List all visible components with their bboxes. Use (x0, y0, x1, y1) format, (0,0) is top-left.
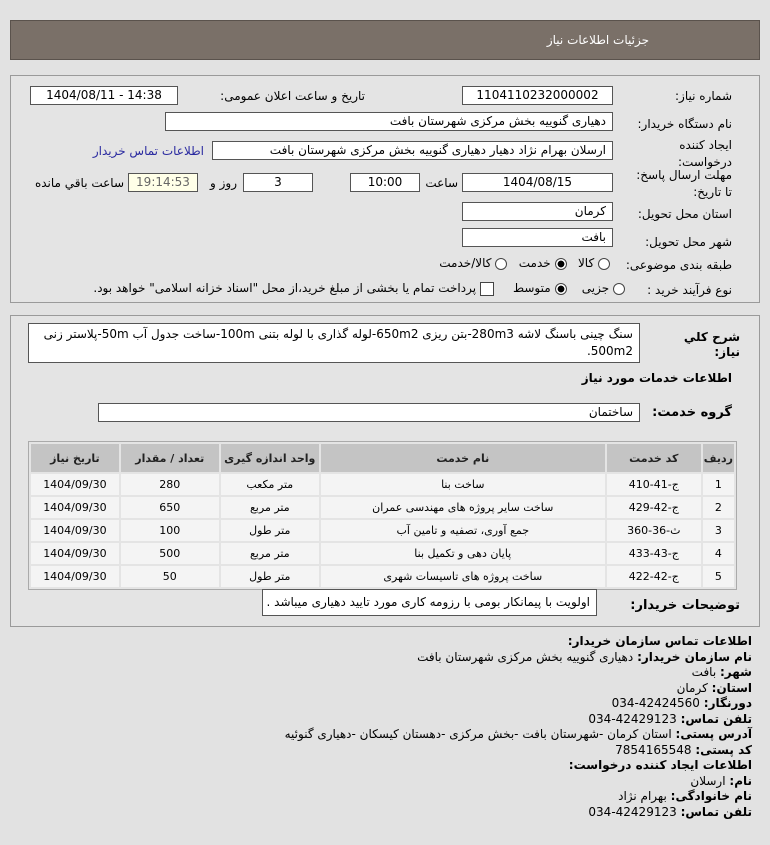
unit-cell: متر طول (221, 566, 319, 587)
category-options (439, 256, 610, 270)
buyer-notes-label: توضیحات خریدار: (630, 598, 740, 613)
process-options (93, 281, 625, 296)
category-radio-both[interactable] (495, 258, 507, 270)
fax: 42424560-034 (611, 696, 700, 710)
row-number-cell: 2 (703, 497, 734, 518)
creator-phone: 42429123-034 (588, 804, 677, 819)
last-name-label: نام خانوادگی: (670, 789, 752, 803)
quantity-cell: 280 (121, 474, 219, 495)
table-row (31, 520, 734, 541)
quantity-cell: 50 (121, 566, 219, 587)
unit-cell: متر طول (221, 520, 319, 541)
fax-label: دورنگار: (703, 696, 752, 710)
summary-field[interactable]: سنگ چینی باسنگ لاشه 280m3-بتن ریزی 650m2-لوله گذاری با لوله بتنی 100m-ساخت جدول آب 50m-پلاستر زنی 500m2. (28, 323, 640, 363)
payment-checkbox[interactable] (480, 282, 494, 296)
quantity-cell: 500 (121, 543, 219, 564)
city-field[interactable]: بافت (462, 228, 613, 247)
first-name: ارسلان (690, 773, 726, 788)
need-number-label: شماره نیاز: (675, 89, 732, 103)
need-date-cell: 1404/09/30 (31, 520, 119, 541)
remaining-time-field: 19:14:53 (128, 173, 198, 192)
service-group-field[interactable]: ساختمان (98, 403, 640, 422)
category-radio-goods[interactable] (598, 258, 610, 270)
category-radio-service[interactable] (555, 258, 567, 270)
need-date-cell: 1404/09/30 (31, 543, 119, 564)
row-number-cell: 1 (703, 474, 734, 495)
province: کرمان (676, 680, 708, 695)
deadline-time-field[interactable]: 10:00 (350, 173, 420, 192)
row-number-cell: 3 (703, 520, 734, 541)
service-code-cell: ج-42-429 (607, 497, 701, 518)
first-name-label: نام: (729, 773, 752, 788)
summary-label: شرح کلي نياز: (683, 330, 740, 359)
service-name-cell: ساخت پروژه های تاسیسات شهری (321, 566, 605, 587)
buyer-notes-field: اولویت با پیمانکار بومی با رزومه کاری مورد تایید دهیاری میباشد . (262, 589, 597, 616)
service-name-cell: پایان دهی و تکمیل بنا (321, 543, 605, 564)
page-title: جزئیات اطلاعات نیاز (546, 33, 649, 47)
process-label: نوع فرآیند خرید : (647, 283, 732, 297)
col-header-code: کد خدمت (607, 444, 701, 472)
category-option-goods: کالا (577, 256, 595, 270)
org-name: دهیاری گنوییه بخش مرکزی شهرستان بافت (417, 649, 634, 664)
row-number-cell: 4 (703, 543, 734, 564)
table-row (31, 566, 734, 587)
phone: 42429123-034 (588, 711, 677, 726)
col-header-unit: واحد اندازه گیری (221, 444, 319, 472)
deadline-label: مهلت ارسال پاسخ: (636, 168, 732, 182)
postal-label: کد پستی: (695, 742, 752, 757)
buyer-field[interactable]: دهیاری گنوییه بخش مرکزی شهرستان بافت (165, 112, 613, 131)
buyer-label: نام دستگاه خریدار: (637, 117, 732, 131)
unit-cell: متر مربع (221, 497, 319, 518)
remaining-label: ساعت باقي مانده (34, 176, 124, 190)
province-label: استان: (711, 680, 752, 695)
col-header-qty: تعداد / مقدار (121, 444, 219, 472)
row-number-cell: 5 (703, 566, 734, 587)
need-date-cell: 1404/09/30 (31, 474, 119, 495)
address-label: آدرس پستی: (675, 727, 752, 741)
buyer-contact-link[interactable]: اطلاعات تماس خریدار (92, 144, 204, 158)
time-label: ساعت (425, 176, 458, 190)
postal-code: 7854165548 (615, 742, 692, 757)
creator-title: اطلاعات ایجاد کننده درخواست: (568, 758, 752, 772)
service-name-cell: ساخت سایر پروژه های مهندسی عمران (321, 497, 605, 518)
col-header-date: تاریخ نیاز (31, 444, 119, 472)
service-code-cell: ج-41-410 (607, 474, 701, 495)
announce-field[interactable]: 1404/08/11 - 14:38 (30, 86, 178, 105)
need-date-cell: 1404/09/30 (31, 566, 119, 587)
category-label: طبقه بندی موضوعی: (625, 258, 732, 272)
creator-label-2: درخواست: (678, 155, 732, 169)
process-radio-minor[interactable] (613, 283, 625, 295)
category-option-service: خدمت (518, 256, 551, 270)
services-table-wrap (28, 441, 737, 590)
table-row (31, 497, 734, 518)
service-code-cell: ج-42-422 (607, 566, 701, 587)
province-label: استان محل تحویل: (637, 207, 732, 221)
table-row (31, 543, 734, 564)
col-header-name: نام خدمت (321, 444, 605, 472)
days-field[interactable]: 3 (243, 173, 313, 192)
quantity-cell: 100 (121, 520, 219, 541)
quantity-cell: 650 (121, 497, 219, 518)
service-code-cell: ث-36-360 (607, 520, 701, 541)
payment-note: پرداخت تمام یا بخشی از مبلغ خرید،از محل "اسناد خزانه اسلامی" خواهد بود. (93, 281, 477, 295)
org-title: اطلاعات تماس سازمان خریدار: (567, 634, 752, 648)
service-name-cell: ساخت بنا (321, 474, 605, 495)
deadline-date-field[interactable]: 1404/08/15 (462, 173, 613, 192)
last-name: بهرام نژاد (618, 789, 667, 803)
services-title: اطلاعات خدمات مورد نیاز (581, 371, 732, 385)
col-header-row: ردیف (703, 444, 734, 472)
creator-phone-label: تلفن تماس: (680, 804, 752, 819)
table-row (31, 474, 734, 495)
city-label: شهر محل تحویل: (645, 235, 732, 249)
services-table (29, 442, 736, 589)
creator-label: ایجاد کننده (679, 138, 732, 152)
city-label: شهر: (720, 665, 752, 679)
unit-cell: متر مکعب (221, 474, 319, 495)
city: بافت (691, 665, 717, 679)
category-option-both: کالا/خدمت (439, 256, 492, 270)
need-date-cell: 1404/09/30 (31, 497, 119, 518)
unit-cell: متر مربع (221, 543, 319, 564)
process-option-medium: متوسط (512, 281, 551, 295)
announce-label: تاریخ و ساعت اعلان عمومی: (220, 89, 365, 103)
page-header (10, 20, 760, 60)
creator-field[interactable]: ارسلان بهرام نژاد دهیار دهیاری گنوییه بخش مرکزی شهرستان بافت (212, 141, 613, 160)
address: استان کرمان -شهرستان بافت -بخش مرکزی -دهستان کیسکان -دهیاری گنوئیه (284, 727, 672, 741)
service-group-label: گروه خدمت: (652, 405, 732, 420)
phone-label: تلفن تماس: (680, 711, 752, 726)
process-radio-medium[interactable] (555, 283, 567, 295)
org-name-label: نام سازمان خریدار: (637, 649, 752, 664)
process-option-minor: جزیی (581, 281, 610, 295)
service-code-cell: ج-43-433 (607, 543, 701, 564)
deadline-label-2: تا تاریخ: (693, 185, 732, 199)
days-label: روز و (210, 176, 237, 190)
need-number-field[interactable]: 1104110232000002 (462, 86, 613, 105)
province-field[interactable]: کرمان (462, 202, 613, 221)
contact-section (285, 634, 752, 820)
service-name-cell: جمع آوری، تصفیه و تامین آب (321, 520, 605, 541)
